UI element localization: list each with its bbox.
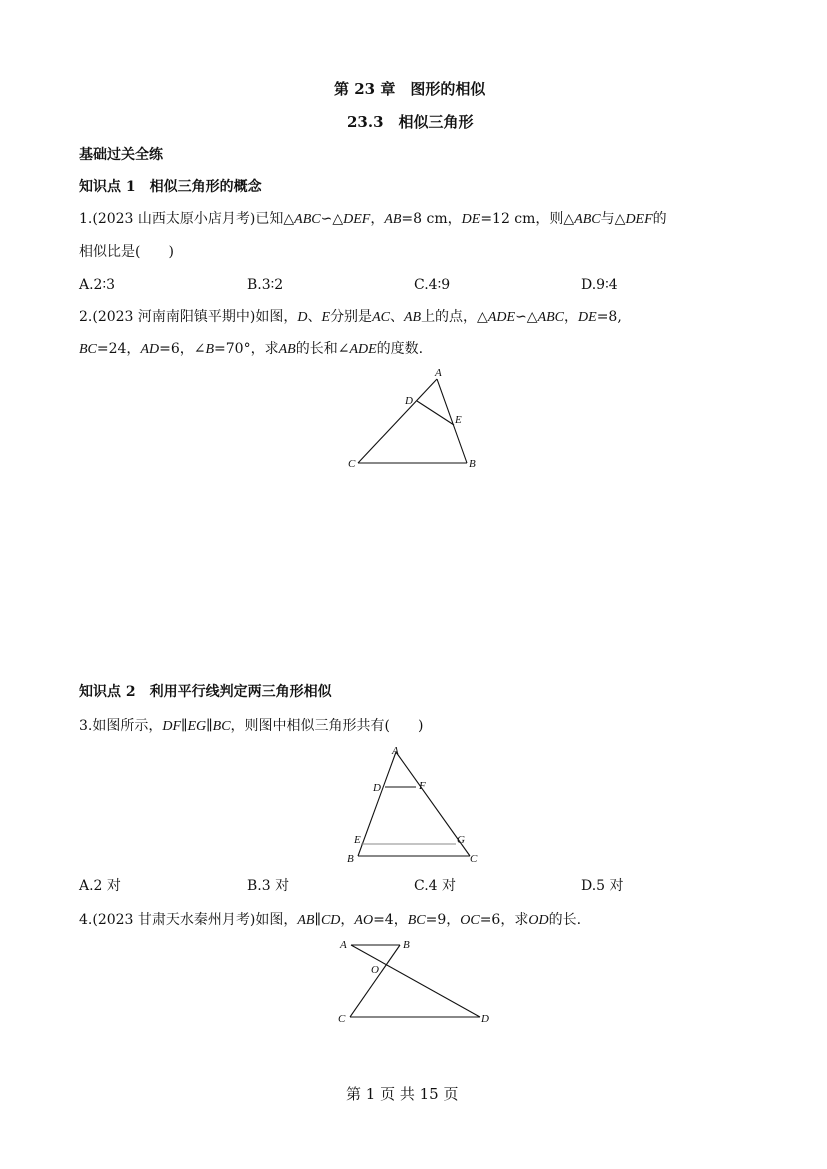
knowledge-point-2-heading: 知识点 2 利用平行线判定两三角形相似 — [79, 684, 332, 700]
fig4-segment-ad — [351, 945, 480, 1017]
fig4-label-o: O — [371, 964, 379, 976]
page-number: 第 1 页 共 15 页 — [346, 1085, 459, 1103]
question-4-text: 4.(2023 甘肃天水秦州月考)如图，AB∥CD，AO=4，BC=9，OC=6，求OD的长. — [79, 912, 582, 928]
question-2-line-1: 2.(2023 河南南阳镇平期中)如图，D、E分别是AC、AB上的点，△ADE∽△ABC，DE=8, — [79, 309, 622, 325]
chapter-title: 第 23 章 图形的相似 — [334, 80, 486, 98]
question-1-option-b: B.3∶2 — [247, 277, 284, 293]
fig2-side-ab — [437, 379, 467, 463]
question-1-option-a: A.2∶3 — [79, 277, 116, 293]
fig3-side-ab — [358, 752, 396, 856]
question-1-option-d: D.9∶4 — [581, 277, 618, 293]
fig2-label-e: E — [455, 414, 462, 426]
fig2-label-d: D — [405, 395, 413, 407]
question-3-option-c: C.4 对 — [414, 878, 457, 894]
fig2-label-a: A — [435, 367, 442, 379]
fig4-label-b: B — [403, 939, 410, 951]
fig2-segment-de — [417, 401, 454, 425]
fig4-label-d: D — [481, 1013, 489, 1025]
question-4-figure — [330, 935, 500, 1030]
knowledge-point-1-heading: 知识点 1 相似三角形的概念 — [79, 179, 262, 195]
section-title: 23.3 相似三角形 — [347, 113, 474, 131]
fig3-label-g: G — [457, 834, 465, 846]
question-1-option-c: C.4∶9 — [414, 277, 451, 293]
fig2-label-c: C — [348, 458, 356, 470]
question-1-line-2: 相似比是( ) — [79, 244, 174, 260]
question-2-figure — [340, 365, 490, 475]
fig2-label-b: B — [469, 458, 476, 470]
fig2-side-ac — [358, 379, 437, 463]
question-1-line-1: 1.(2023 山西太原小店月考)已知△ABC∽△DEF，AB=8 cm，DE=12 cm，则△ABC与△DEF的 — [79, 211, 667, 227]
fig3-label-c: C — [470, 853, 478, 865]
fig3-label-b: B — [347, 853, 354, 865]
exercise-heading: 基础过关全练 — [79, 147, 163, 163]
question-2-line-2: BC=24，AD=6，∠B=70°，求AB的长和∠ADE的度数. — [79, 341, 424, 357]
question-3-option-d: D.5 对 — [581, 878, 624, 894]
question-3-figure — [340, 742, 490, 867]
question-3-text: 3.如图所示，DF∥EG∥BC，则图中相似三角形共有( ) — [79, 718, 424, 734]
fig3-label-f: F — [419, 780, 426, 792]
question-3-option-b: B.3 对 — [247, 878, 290, 894]
question-3-option-a: A.2 对 — [79, 878, 121, 894]
fig3-label-e: E — [354, 834, 361, 846]
fig3-label-a: A — [392, 745, 399, 757]
fig3-label-d: D — [373, 782, 381, 794]
fig4-label-a: A — [340, 939, 347, 951]
fig4-label-c: C — [338, 1013, 346, 1025]
fig4-segment-bc — [350, 945, 400, 1017]
